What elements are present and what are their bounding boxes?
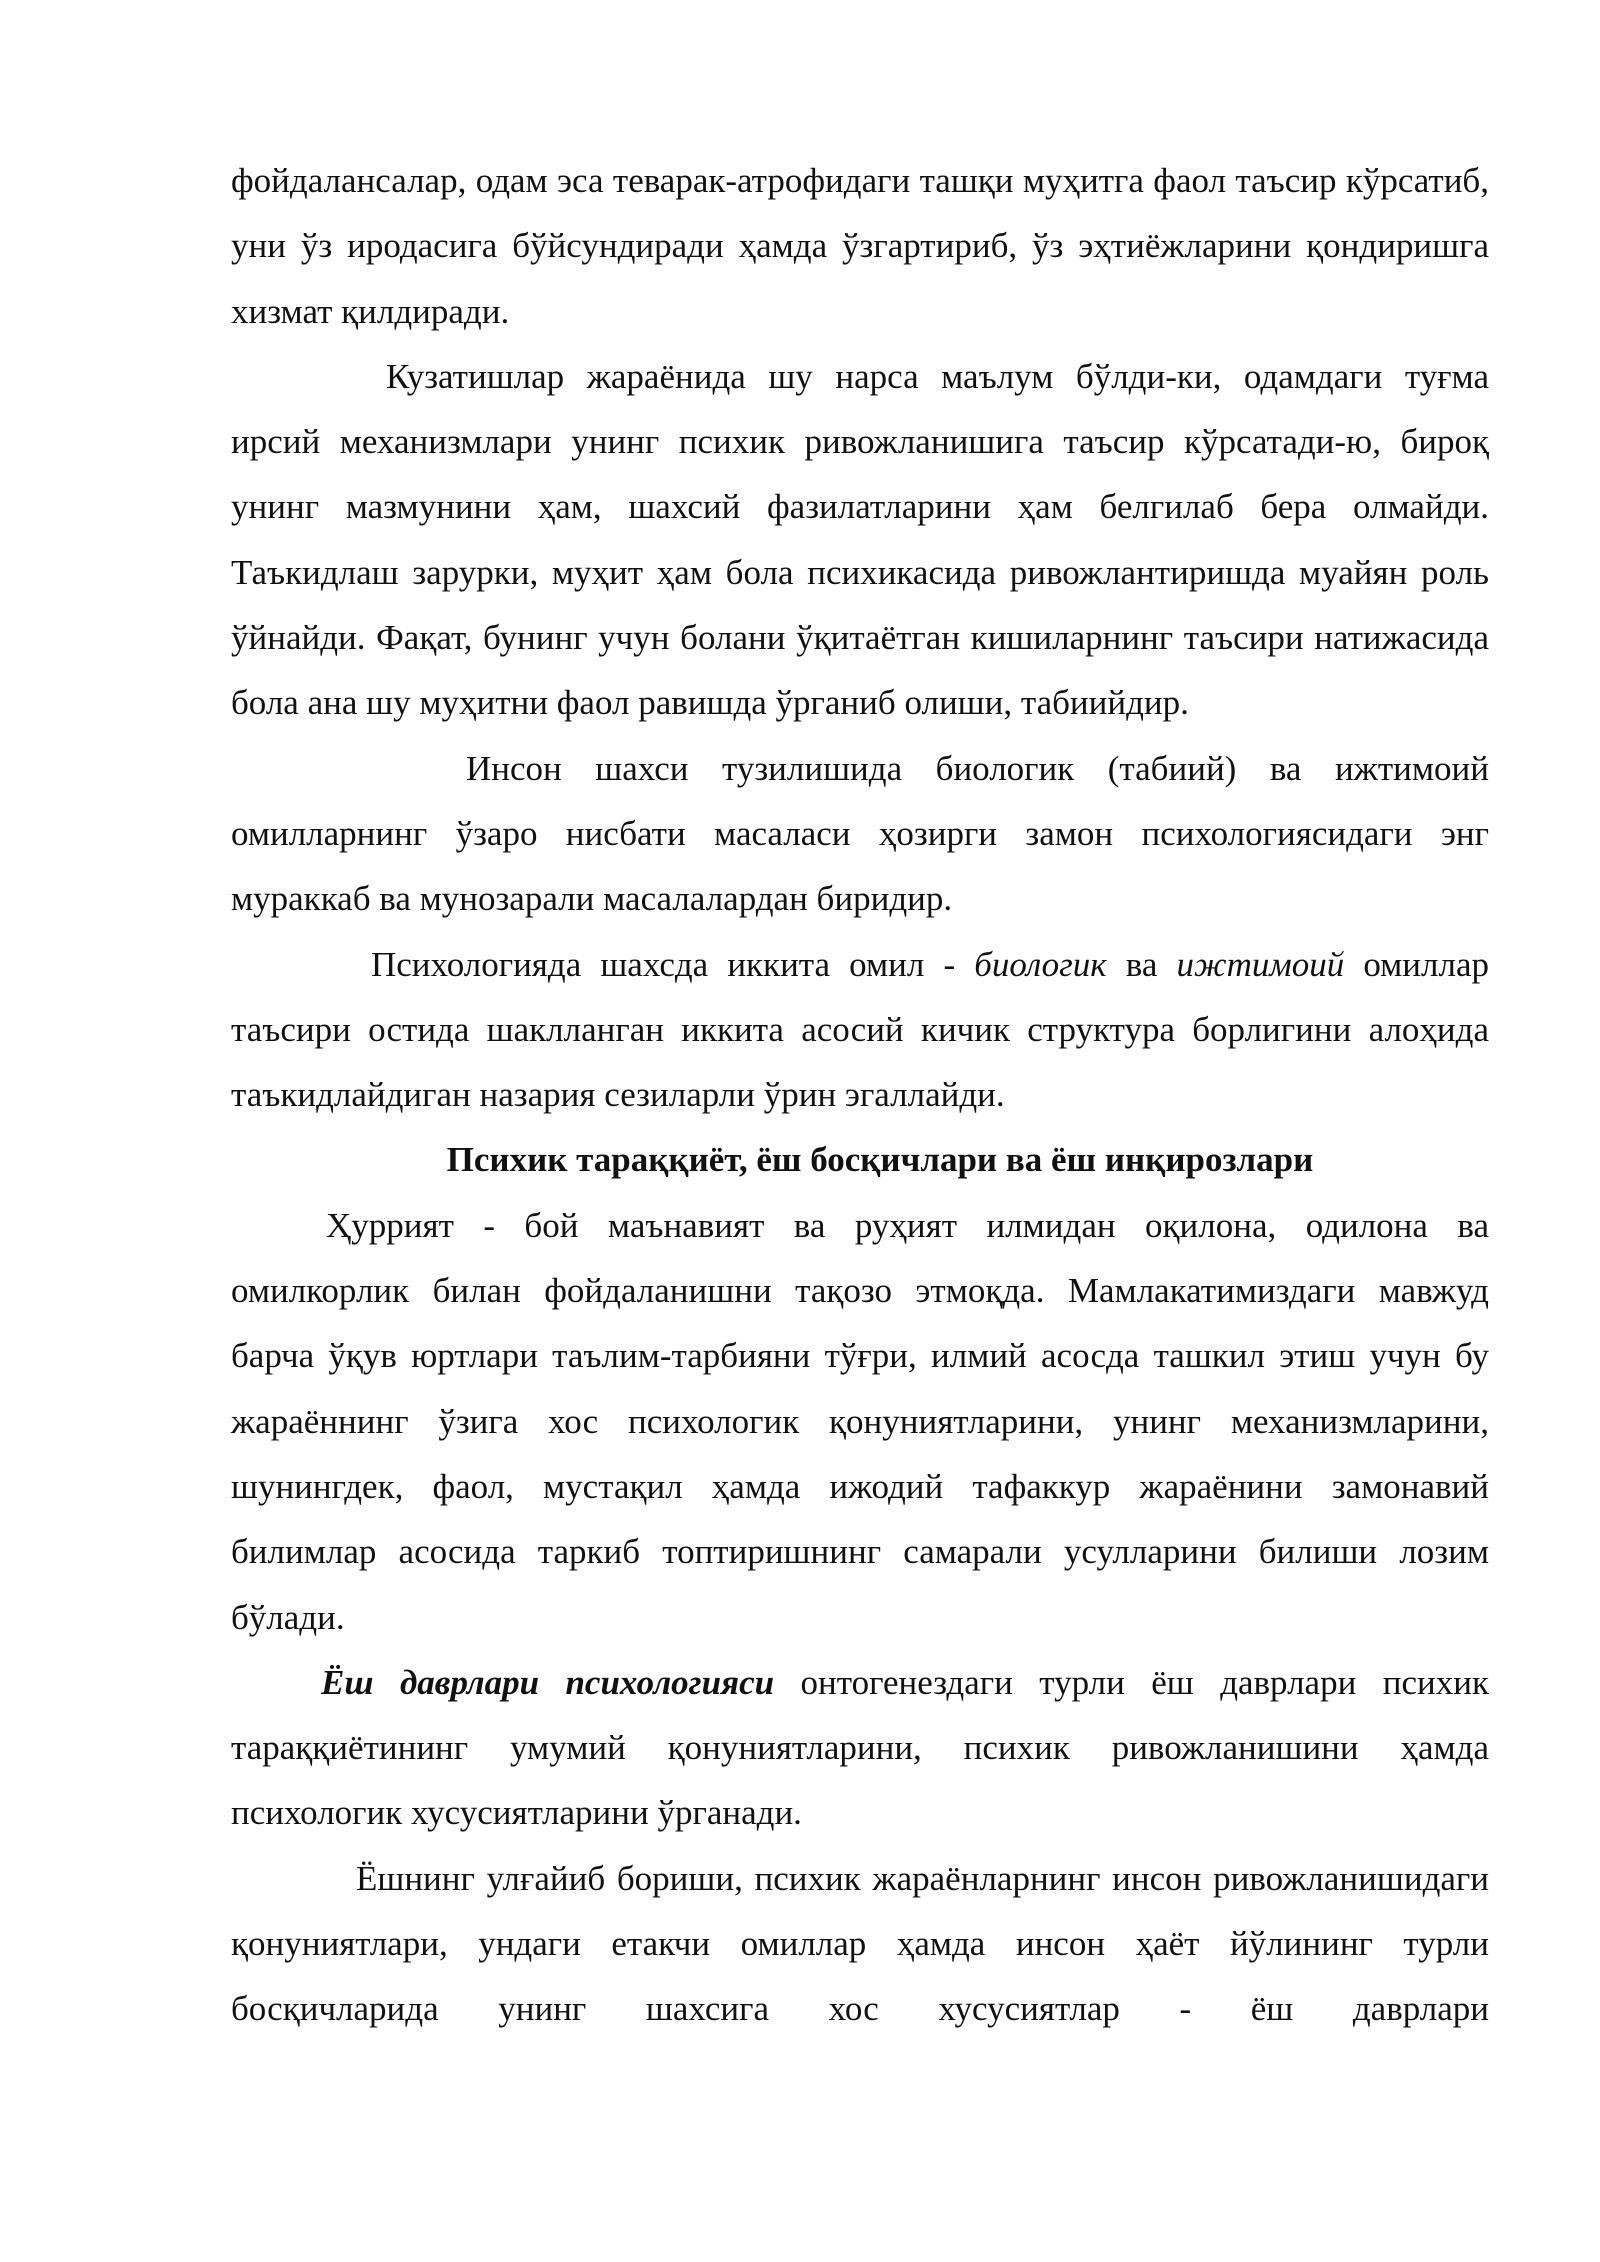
paragraph-1: фойдалансалар, одам эса теварак-атрофидаги ташқи муҳитга фаол таъсир кўрсатиб, уни ўз иродасига бўйсундиради ҳамда ўзгартириб, ўз эҳтиёжларини қондиришга хизмат қилдиради. — [231, 161, 1489, 331]
paragraph-4-text-1: Психологияда шахсда иккита омил - — [371, 944, 975, 984]
section-heading: Психик тараққиёт, ёш босқичлари ва ёш инқирозлари — [446, 1140, 1314, 1180]
paragraph-5: Ҳуррият - бой маънавият ва руҳият илмидан оқилона, одилона ва омилкорлик билан фойдаланишни тақозо этмоқда. Мамлакатимиздаги мавжуд барча ўқув юртлари таълим-тарбияни тўғри, илмий асосда ташкил этиш учун бу жараённинг ўзига хос психологик қонуниятларини, унинг механизмларини, шунингдек, фаол, мустақил ҳамда ижодий тафаккур жараёнини замонавий билимлар асосида таркиб топтиришнинг самарали усулларини билиши лозим бўлади. — [231, 1205, 1489, 1637]
paragraph-4-text-2: ва — [1106, 944, 1177, 984]
paragraph-4-text-3: омиллар таъсири остида шаклланган иккита асосий кичик структура борлигини алоҳида таъкидлайдиган назария сезиларли ўрин эгаллайди. — [231, 944, 1489, 1115]
paragraph-7: Ёшнинг улғайиб бориши, психик жараёнларнинг инсон ривожланишидаги қонуниятлари, ундаги етакчи омиллар ҳамда инсон ҳаёт йўлининг турли босқичларида унинг шахсига хос хусусиятлар - ёш даврлари — [231, 1858, 1489, 2029]
italic-term-biological: биологик — [974, 944, 1107, 984]
paragraph-6-text: онтогенездаги турли ёш даврлари психик тараққиётининг умумий қонуниятларини, психик ривожланишини ҳамда психологик хусусиятларини ўрганади. — [231, 1662, 1489, 1833]
paragraph-6 — [231, 1650, 1489, 1846]
paragraph-4 — [231, 932, 1489, 1128]
bold-italic-term: Ёш даврлари психологияси — [321, 1662, 775, 1702]
document-page — [231, 148, 1489, 2042]
italic-term-social: ижтимоий — [1176, 944, 1345, 984]
paragraph-3: Инсон шахси тузилишида биологик (табиий) ва ижтимоий омилларнинг ўзаро нисбати масаласи ҳозирги замон психологиясидаги энг мураккаб ва мунозарали масалалардан биридир. — [231, 748, 1489, 919]
paragraph-2: Кузатишлар жараёнида шу нарса маълум бўлди-ки, одамдаги туғма ирсий механизмлари унинг психик ривожланишига таъсир кўрсатади-ю, бироқ унинг мазмунини ҳам, шахсий фазилатларини ҳам белгилаб бера олмайди. Таъкидлаш зарурки, муҳит ҳам бола психикасида ривожлантиришда муайян роль ўйнайди. Фақат, бунинг учун болани ўқитаётган кишиларнинг таъсири натижасида бола ана шу муҳитни фаол равишда ўрганиб олиши, табиийдир. — [231, 356, 1489, 723]
